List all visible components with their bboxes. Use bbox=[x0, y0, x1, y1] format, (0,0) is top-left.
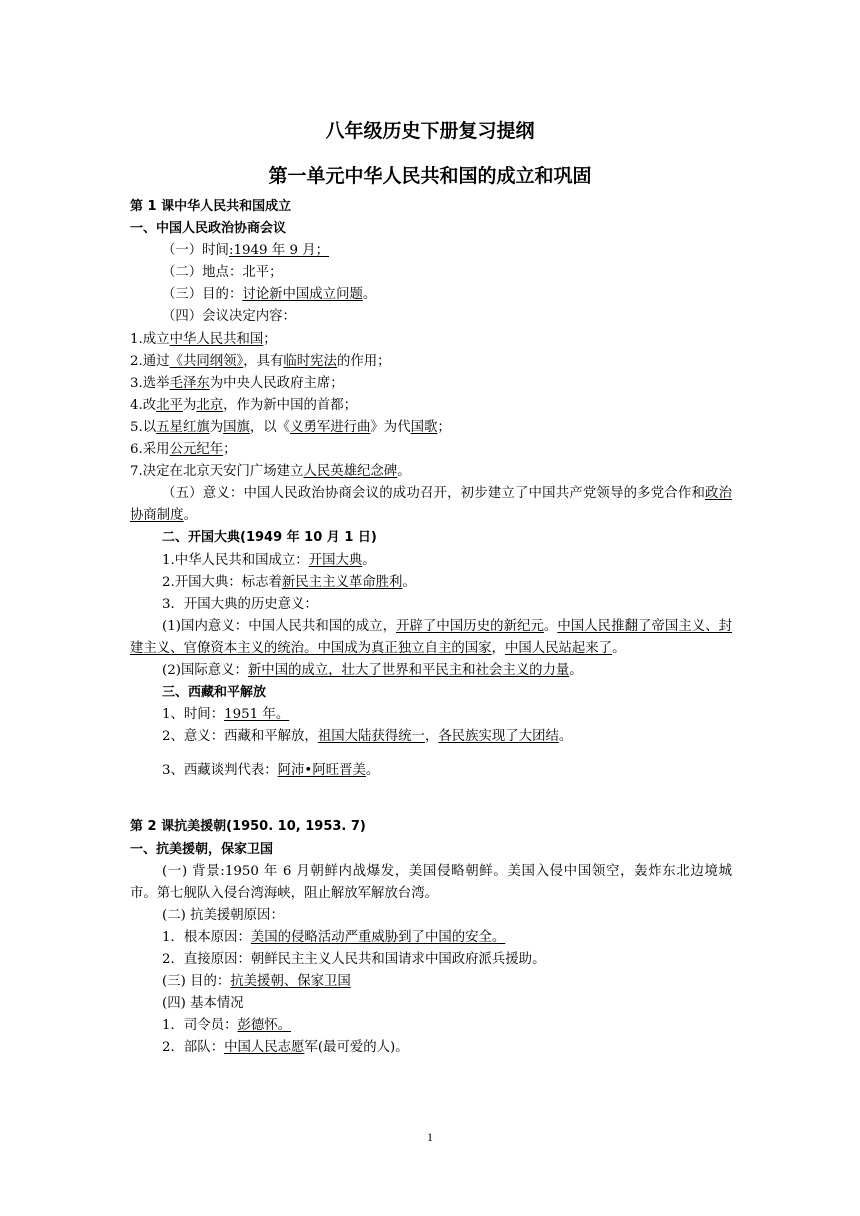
key-point: 政治协商制度 bbox=[130, 486, 732, 524]
text: 为 bbox=[209, 419, 224, 435]
section-cppcc-title: 一、中国人民政治协商会议 bbox=[130, 221, 287, 237]
text: 1、时间： bbox=[162, 707, 225, 723]
tibet-item bbox=[130, 760, 732, 782]
text: 5.以 bbox=[130, 419, 157, 435]
key-point: 1951 年。 bbox=[224, 707, 290, 723]
section-resist-us-aid-korea-title: 一、抗美援朝，保家卫国 bbox=[130, 841, 274, 857]
decision-item bbox=[130, 329, 732, 351]
spacer bbox=[130, 748, 732, 760]
text: 1．根本原因： bbox=[162, 929, 251, 945]
decision-item bbox=[130, 373, 732, 395]
key-point: 人民英雄纪念碑 bbox=[303, 464, 398, 480]
text: 1．司令员： bbox=[162, 1018, 238, 1034]
key-point: 北京 bbox=[196, 397, 224, 413]
lesson-2-title: 第 2 课抗美援朝(1950. 10, 1953. 7) bbox=[130, 819, 366, 835]
text: 。 bbox=[365, 763, 380, 779]
decision-item bbox=[130, 351, 732, 373]
decision-item bbox=[130, 395, 732, 417]
text: ， bbox=[491, 640, 505, 656]
war-goal bbox=[130, 971, 732, 993]
text: ； bbox=[263, 331, 277, 347]
text: ， bbox=[424, 729, 439, 745]
key-point: 各民族实现了大团结 bbox=[438, 729, 559, 745]
key-point: 讨论新中国成立问题 bbox=[242, 287, 363, 303]
key-point: 国歌 bbox=[410, 419, 438, 435]
key-point: 义勇军进行曲 bbox=[290, 419, 371, 435]
ceremony-item bbox=[130, 550, 732, 572]
text: 。 bbox=[397, 464, 411, 480]
key-point: 北平 bbox=[156, 397, 183, 413]
cppcc-decisions-head: （四）会议决定内容： bbox=[162, 309, 296, 325]
document-title: 八年级历史下册复习提纲 bbox=[325, 120, 535, 142]
text: 2.通过 bbox=[130, 353, 170, 369]
war-basic-head: (四) 基本情况 bbox=[162, 996, 244, 1012]
domestic-significance bbox=[130, 616, 732, 660]
key-point: 开国大典 bbox=[308, 552, 363, 568]
key-point: 祖国大陆获得统一 bbox=[317, 729, 425, 745]
decision-item bbox=[130, 417, 732, 439]
key-point: 公元纪年 bbox=[169, 442, 224, 458]
text: ； bbox=[437, 419, 451, 435]
key-point: 临时宪法 bbox=[283, 353, 337, 369]
unit-title: 第一单元中华人民共和国的成立和巩固 bbox=[268, 165, 592, 187]
text: 2、意义：西藏和平解放， bbox=[162, 729, 318, 745]
war-reason-item bbox=[130, 927, 732, 949]
text: 的作用； bbox=[336, 353, 391, 369]
tibet-item bbox=[130, 726, 732, 748]
text: 1.中华人民共和国成立： bbox=[162, 552, 309, 568]
key-point: 阿沛•阿旺晋美 bbox=[277, 763, 366, 779]
key-point: 毛泽东 bbox=[169, 375, 210, 391]
ceremony-item: 3．开国大典的历史意义： bbox=[162, 596, 318, 612]
text: 。 bbox=[402, 574, 416, 590]
key-point: 五星红旗 bbox=[156, 419, 210, 435]
text: 4.改 bbox=[130, 397, 157, 413]
lesson-1-title: 第 1 课中华人民共和国成立 bbox=[130, 199, 292, 214]
key-point: 新民主主义革命胜利 bbox=[281, 574, 403, 590]
text: 3、西藏谈判代表： bbox=[162, 763, 278, 779]
text: 》为代 bbox=[370, 419, 411, 435]
key-point: 彭德怀。 bbox=[237, 1018, 292, 1034]
text: （三）目的： bbox=[162, 287, 243, 303]
key-point: 中华人民共和国 bbox=[169, 331, 264, 347]
document-body bbox=[130, 196, 732, 1059]
cppcc-time bbox=[130, 240, 732, 262]
cppcc-purpose bbox=[130, 284, 732, 306]
text: (三) 目的： bbox=[162, 974, 231, 990]
war-reasons-head: (二) 抗美援朝原因： bbox=[162, 907, 284, 923]
key-point: :1949 年 9 月； bbox=[228, 243, 330, 259]
key-point: 开辟了中国历史的新纪元 bbox=[396, 618, 544, 634]
war-reason-item: 2．直接原因：朝鲜民主主义人民共和国请求中国政府派兵援助。 bbox=[162, 952, 546, 967]
war-basic-item bbox=[130, 1037, 732, 1059]
cppcc-place: （二）地点：北平； bbox=[162, 265, 283, 281]
text: 2．部队： bbox=[162, 1040, 225, 1056]
text: （一）时间 bbox=[162, 243, 229, 259]
war-basic-item bbox=[130, 1015, 732, 1037]
key-point: 中国人民站起来了 bbox=[504, 640, 613, 656]
text: (2)国际意义： bbox=[162, 662, 248, 678]
page-number: 1 bbox=[427, 1130, 433, 1144]
war-background: (一) 背景:1950 年 6 月朝鲜内战爆发，美国侵略朝鲜。美国入侵中国领空，轰炸东北边境城市。第七舰队入侵台湾海峡，阻止解放军解放台湾。 bbox=[130, 863, 732, 901]
text: ，作为新中国的首都； bbox=[223, 397, 358, 413]
key-point: 美国的侵略活动严重威胁到了中国的安全。 bbox=[250, 929, 506, 945]
text: 1.成立 bbox=[130, 331, 170, 347]
text: 2.开国大典：标志着 bbox=[162, 574, 282, 590]
text: 。 bbox=[362, 552, 376, 568]
text: 军(最可爱的人)。 bbox=[304, 1040, 409, 1056]
key-point: 中国人民志愿 bbox=[224, 1040, 305, 1056]
text: 为 bbox=[182, 397, 197, 413]
text: ； bbox=[223, 442, 237, 458]
key-point: 新中国的成立，壮大了世界和平民主和社会主义的力量 bbox=[247, 662, 570, 678]
key-point: 《共同纲领》 bbox=[169, 353, 244, 369]
decision-item bbox=[130, 439, 732, 461]
tibet-item bbox=[130, 704, 732, 726]
section-tibet-title: 三、西藏和平解放 bbox=[162, 685, 267, 701]
text: 。 bbox=[569, 662, 583, 678]
spacer bbox=[130, 782, 732, 816]
text: 3.选举 bbox=[130, 375, 170, 391]
text: 。 bbox=[183, 508, 197, 524]
text: 7.决定在北京天安门广场建立 bbox=[130, 464, 304, 480]
text: （五）意义：中国人民政治协商会议的成功召开，初步建立了中国共产党领导的多党合作和 bbox=[162, 486, 706, 502]
ceremony-item bbox=[130, 572, 732, 594]
key-point: 抗美援朝、保家卫国 bbox=[230, 974, 351, 990]
text: 6.采用 bbox=[130, 442, 170, 458]
text: 。 bbox=[558, 729, 573, 745]
cppcc-significance bbox=[130, 483, 732, 527]
text: (1)国内意义：中国人民共和国的成立， bbox=[162, 618, 397, 634]
key-point: 中国人民推翻了帝国主义、封建主义、官僚资本主义的统治。中国成为真正独立自主的国家 bbox=[130, 618, 733, 656]
text: 。 bbox=[362, 287, 377, 303]
decision-item bbox=[130, 461, 732, 483]
text: ，具有 bbox=[243, 353, 284, 369]
international-significance bbox=[130, 660, 732, 682]
text: ，以《 bbox=[249, 419, 291, 435]
key-point: 国旗 bbox=[223, 419, 250, 435]
text: 。 bbox=[612, 640, 626, 656]
text: 为中央人民政府主席； bbox=[209, 375, 344, 391]
section-founding-ceremony-title: 二、开国大典(1949 年 10 月 1 日) bbox=[162, 530, 377, 546]
text: 。 bbox=[543, 618, 558, 634]
